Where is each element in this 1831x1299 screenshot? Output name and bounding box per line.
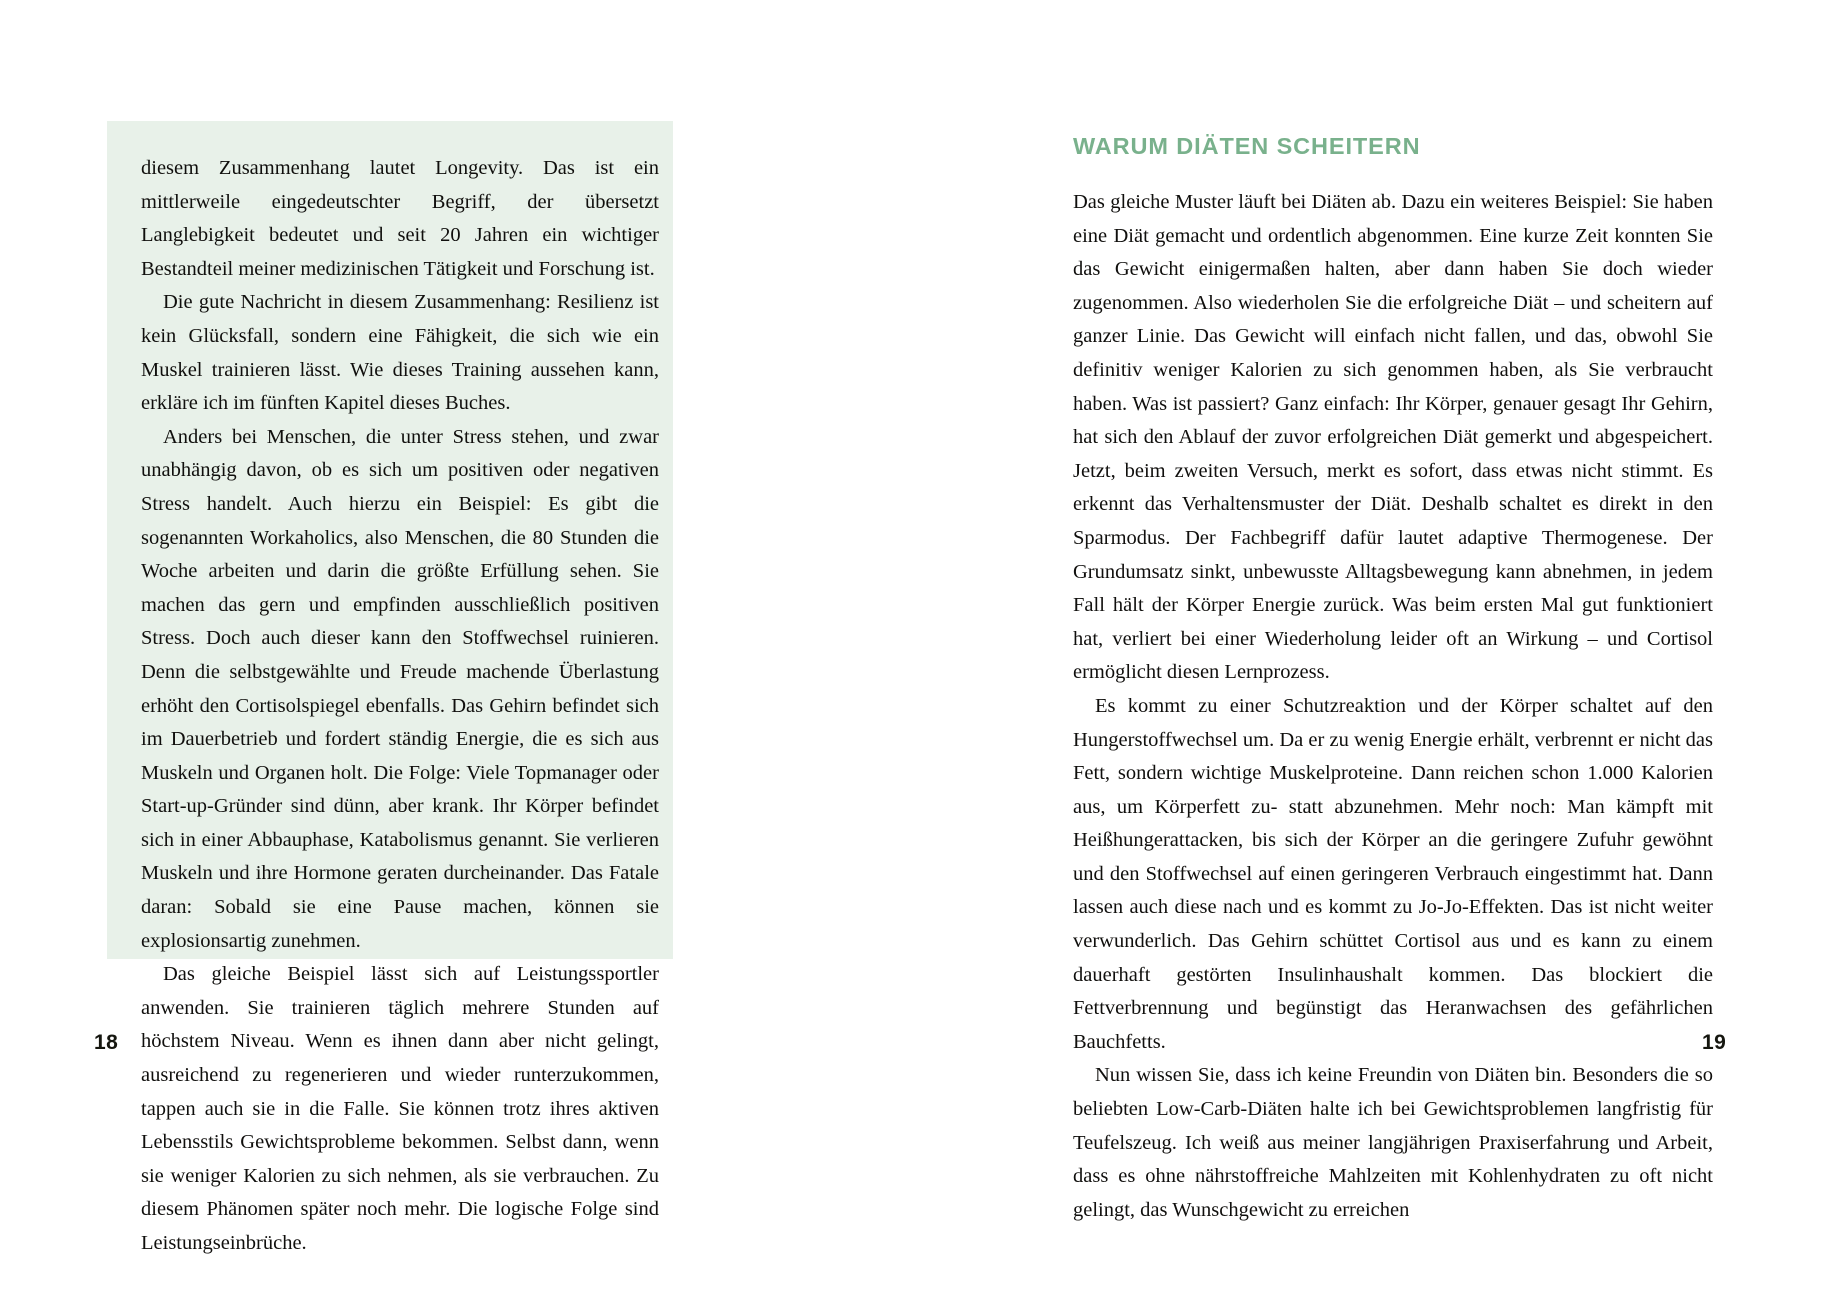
paragraph: Das gleiche Beispiel lässt sich auf Leistungssportler anwenden. Sie trainieren täglich mehrere Stunden auf höchstem Niveau. Wenn es ihnen dann aber nicht gelingt, ausreichend zu regenerieren und wieder runterzukommen, tappen auch sie in die Falle. Sie können trotz ihres aktiven Lebensstils Gewichtsprobleme bekommen. Selbst dann, wenn sie weniger Kalorien zu sich nehmen, als sie verbrauchen. Zu diesem Phänomen später noch mehr. Die logische Folge sind Leistungseinbrüche. <box>141 963 659 1254</box>
paragraph: Anders bei Menschen, die unter Stress stehen, und zwar unabhängig davon, ob es sich um positiven oder negativen Stress handelt. Auch hierzu ein Beispiel: Es gibt die sogenannten Workaholics, also Menschen, die 80 Stunden die Woche arbeiten und darin die größte Erfüllung sehen. Sie machen das gern und empfinden ausschließlich positiven Stress. Doch auch dieser kann den Stoffwechsel ruinieren. Denn die selbstgewählte und Freude machende Überlastung erhöht den Cortisolspiegel ebenfalls. Das Gehirn befindet sich im Dauerbetrieb und fordert ständig Energie, die es sich aus Muskeln und Organen holt. Die Folge: Viele Topmanager oder Start-up-Gründer sind dünn, aber krank. Ihr Körper befindet sich in einer Abbauphase, Katabolismus genannt. Sie verlieren Muskeln und ihre Hormone geraten durcheinander. Das Fatale daran: Sobald sie eine Pause machen, können sie explosionsartig zunehmen. <box>141 425 659 952</box>
page-number-left: 18 <box>94 1031 119 1054</box>
section-heading: WARUM DIÄTEN SCHEITERN <box>1073 133 1421 159</box>
paragraph: Die gute Nachricht in diesem Zusammenhang: Resilienz ist kein Glücksfall, sondern eine Fähigkeit, die sich wie ein Muskel trainieren lässt. Wie dieses Training aussehen kann, erkläre ich im fünften Kapitel dieses Buches. <box>141 291 659 415</box>
left-page-body <box>141 152 659 1261</box>
page-number-right: 19 <box>1702 1031 1727 1054</box>
paragraph: Das gleiche Muster läuft bei Diäten ab. Dazu ein weiteres Beispiel: Sie haben eine Diät gemacht und ordentlich abgenommen. Eine kurze Zeit konnten Sie das Gewicht einigermaßen halten, aber dann haben Sie doch wieder zugenommen. Also wiederholen Sie die erfolgreiche Diät – und scheitern auf ganzer Linie. Das Gewicht will einfach nicht fallen, und das, obwohl Sie definitiv weniger Kalorien zu sich genommen haben, als Sie verbraucht haben. Was ist passiert? Ganz einfach: Ihr Körper, genauer gesagt Ihr Gehirn, hat sich den Ablauf der zuvor erfolgreichen Diät gemerkt und abgespeichert. Jetzt, beim zweiten Versuch, merkt es sofort, dass etwas nicht stimmt. Es erkennt das Verhaltensmuster der Diät. Deshalb schaltet es direkt in den Sparmodus. Der Fachbegriff dafür lautet adaptive Thermogenese. Der Grundumsatz sinkt, unbewusste Alltagsbewegung kann abnehmen, in jedem Fall hält der Körper Energie zurück. Was beim ersten Mal gut funktioniert hat, verliert bei einer Wiederholung leider oft an Wirkung – und Cortisol ermöglicht diesen Lernprozess. <box>1073 191 1713 684</box>
left-page <box>0 0 915 1299</box>
right-page-body <box>1073 186 1713 1227</box>
paragraph: Nun wissen Sie, dass ich keine Freundin von Diäten bin. Besonders die so beliebten Low-Carb-Diäten halte ich bei Gewichtsproblemen langfristig für Teufelszeug. Ich weiß aus meiner langjährigen Praxiserfahrung und Arbeit, dass es ohne nährstoffreiche Mahlzeiten mit Kohlenhydraten zu oft nicht gelingt, das Wunschgewicht zu erreichen <box>1073 1064 1713 1221</box>
paragraph: Es kommt zu einer Schutzreaktion und der Körper schaltet auf den Hungerstoffwechsel um. Da er zu wenig Energie erhält, verbrennt er nicht das Fett, sondern wichtige Muskelproteine. Dann reichen schon 1.000 Kalorien aus, um Körperfett zu- statt abzunehmen. Mehr noch: Man kämpft mit Heißhungerattacken, bis sich der Körper an die geringere Zufuhr gewöhnt und den Stoffwechsel auf einen geringeren Verbrauch eingestimmt hat. Dann lassen auch diese nach und es kommt zu Jo-Jo-Effekten. Das ist nicht weiter verwunderlich. Das Gehirn schüttet Cortisol aus und es kann zu einem dauerhaft gestörten Insulinhaushalt kommen. Das blockiert die Fettverbrennung und begünstigt das Heranwachsen des gefährlichen Bauchfetts. <box>1073 694 1713 1053</box>
paragraph: diesem Zusammenhang lautet Longevity. Das ist ein mittlerweile eingedeutschter Begriff, der übersetzt Langlebigkeit bedeutet und seit 20 Jahren ein wichtiger Bestandteil meiner medizinischen Tätigkeit und Forschung ist. <box>141 157 659 280</box>
